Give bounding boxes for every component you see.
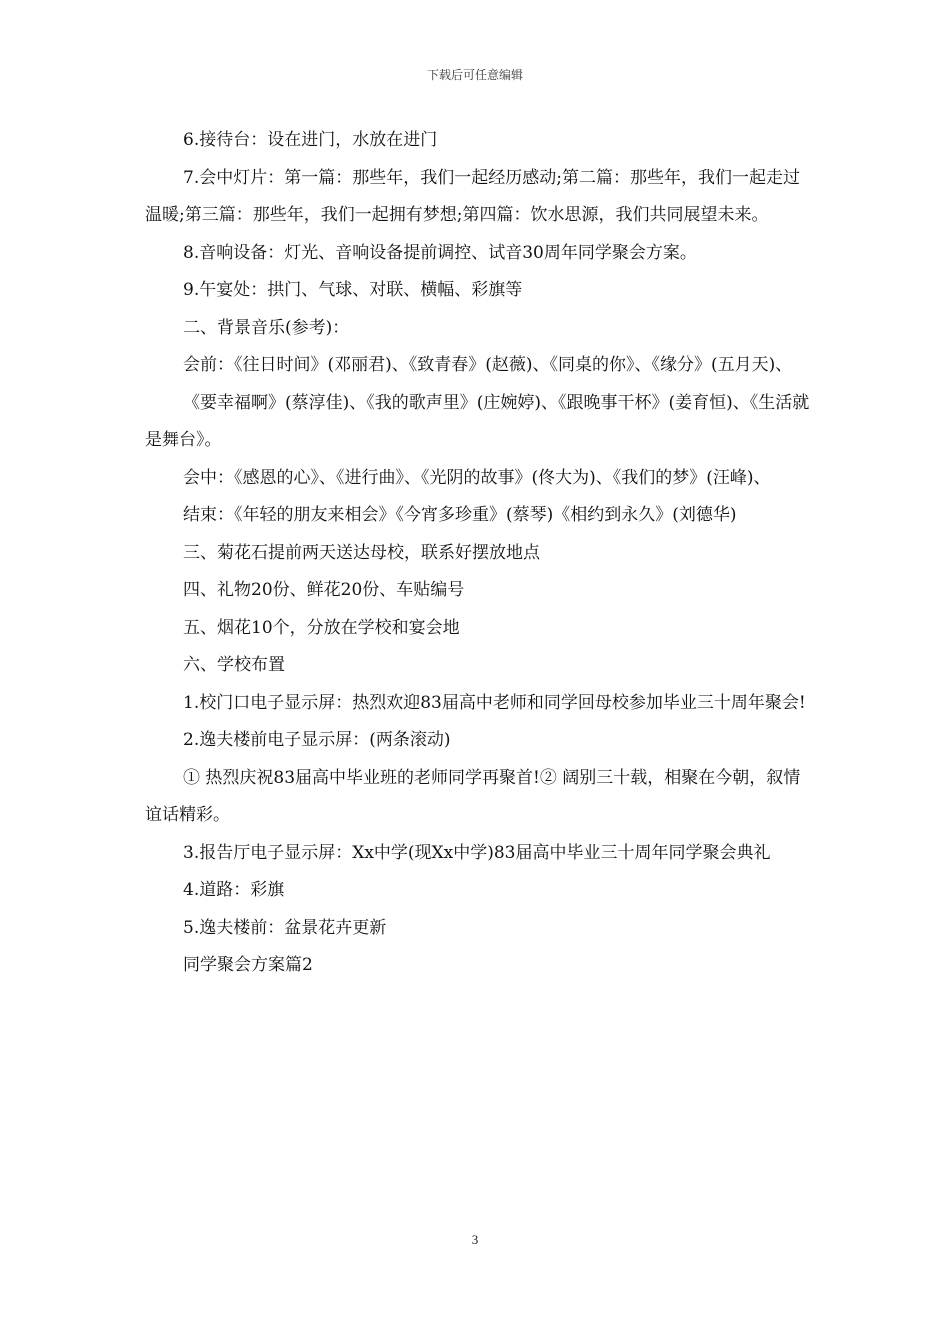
document-body	[145, 122, 813, 985]
paragraph: 6.接待台：设在进门，水放在进门	[183, 130, 438, 150]
paragraph: 9.午宴处：拱门、气球、对联、横幅、彩旗等	[183, 280, 523, 300]
section-heading: 五、烟花10个，分放在学校和宴会地	[183, 617, 460, 638]
paragraph: 3.报告厅电子显示屏：Xx中学(现Xx中学)83届高中毕业三十周年同学聚会典礼	[183, 842, 771, 863]
paragraph: ① 热烈庆祝83届高中毕业班的老师同学再聚首!② 阔别三十载，相聚在今朝，叙情谊话精彩。	[145, 767, 801, 825]
section-heading: 四、礼物20份、鲜花20份、车贴编号	[183, 580, 465, 600]
section-heading: 同学聚会方案篇2	[183, 955, 313, 975]
paragraph: 会前：《往日时间》(邓丽君)、《致青春》(赵薇)、《同桌的你》、《缘分》(五月天)、	[183, 355, 793, 375]
paragraph: 2.逸夫楼前电子显示屏：(两条滚动)	[183, 730, 451, 750]
page-header: 下载后可任意编辑	[426, 68, 523, 82]
section-heading: 六、学校布置	[183, 655, 285, 675]
paragraph: 《要幸福啊》(蔡淳佳)、《我的歌声里》(庄婉婷)、《跟晚事干杯》(姜育恒)、《生活就是舞台》。	[145, 392, 810, 450]
page-number: 3	[471, 1232, 479, 1247]
paragraph: 1.校门口电子显示屏：热烈欢迎83届高中老师和同学回母校参加毕业三十周年聚会!	[183, 692, 806, 713]
paragraph: 5.逸夫楼前：盆景花卉更新	[183, 917, 387, 938]
section-heading: 二、背景音乐(参考)：	[183, 317, 350, 338]
paragraph: 8.音响设备：灯光、音响设备提前调控、试音30周年同学聚会方案。	[183, 242, 697, 263]
paragraph: 会中：《感恩的心》、《进行曲》、《光阴的故事》(佟大为)、《我们的梦》(汪峰)、	[183, 467, 771, 488]
paragraph: 7.会中灯片：第一篇：那些年，我们一起经历感动;第二篇：那些年，我们一起走过温暖;第三篇：那些年，我们一起拥有梦想;第四篇：饮水思源，我们共同展望未来。	[145, 167, 800, 225]
paragraph: 4.道路：彩旗	[183, 880, 285, 900]
paragraph: 结束：《年轻的朋友来相会》《今宵多珍重》(蔡琴)《相约到永久》(刘德华)	[183, 505, 737, 525]
section-heading: 三、菊花石提前两天送达母校，联系好摆放地点	[183, 542, 540, 563]
